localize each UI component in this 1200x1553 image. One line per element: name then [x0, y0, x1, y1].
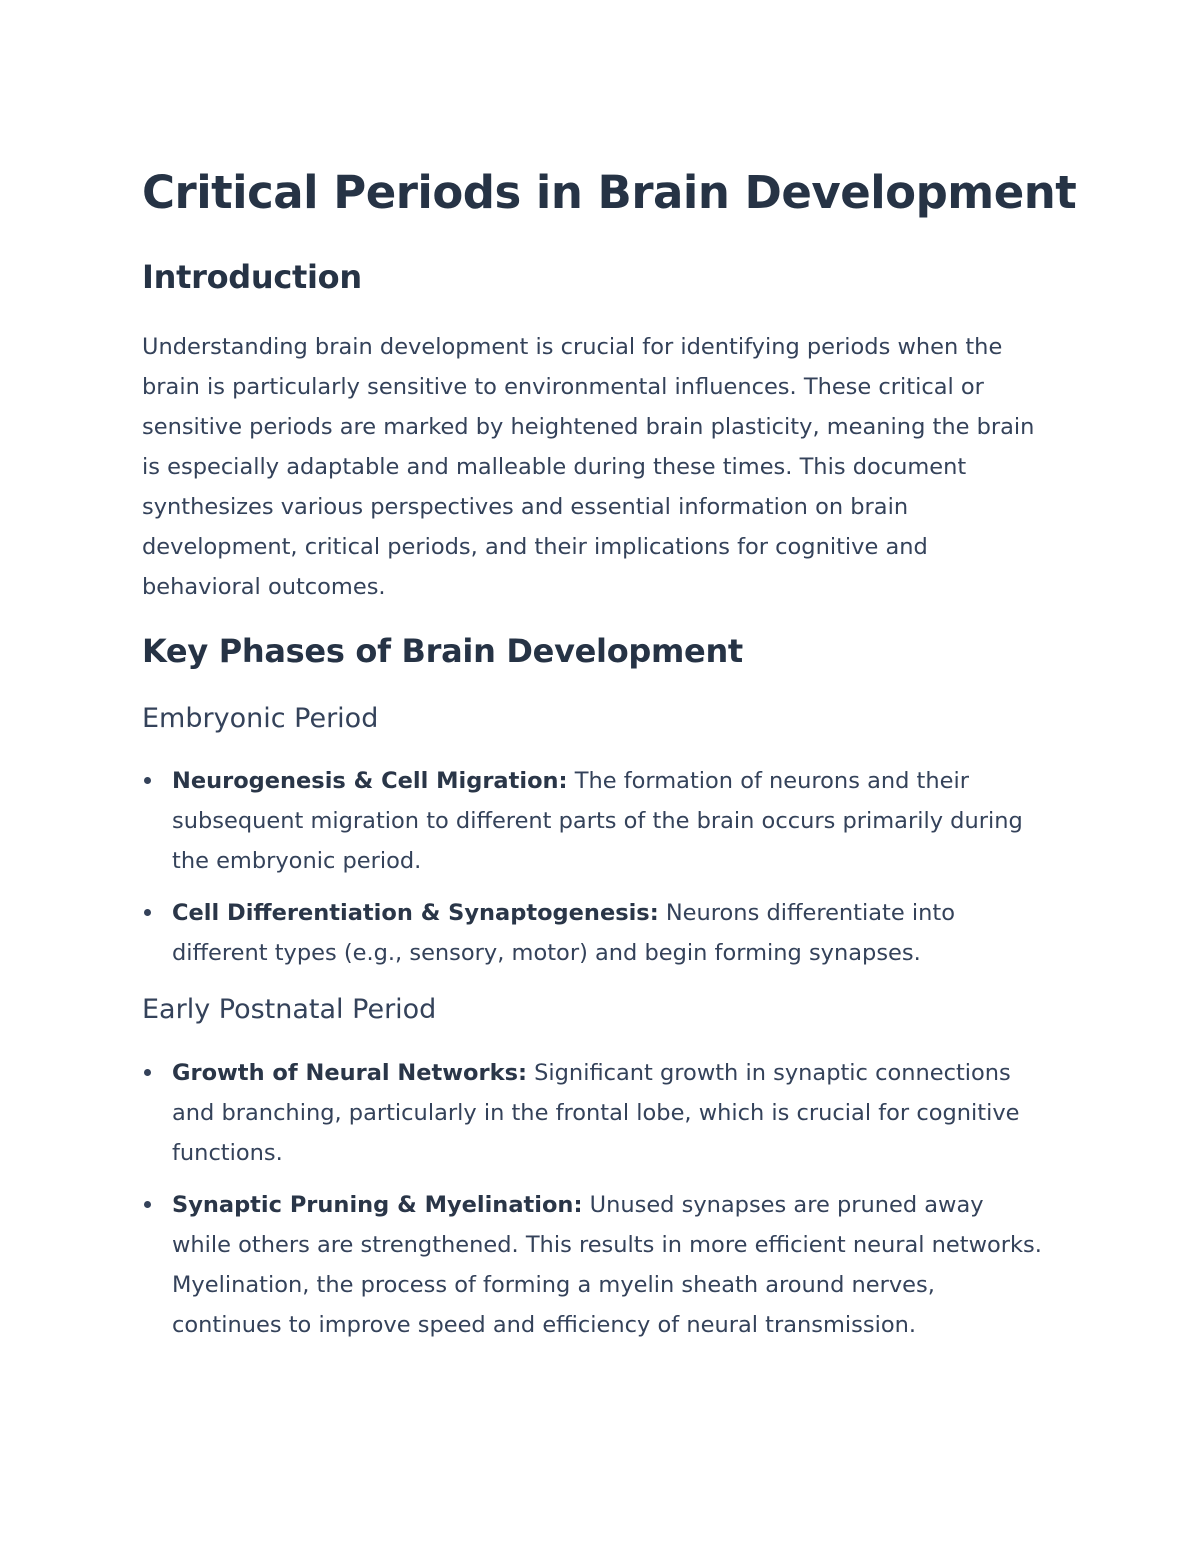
list-item: [142, 761, 1047, 881]
early-postnatal-list: [142, 1053, 1047, 1357]
list-item-term: Cell Differentiation & Synaptogenesis:: [172, 900, 659, 926]
document-title: Critical Periods in Brain Development: [142, 166, 1077, 219]
section-heading-introduction: Introduction: [142, 258, 362, 296]
bullet-icon: [144, 1201, 151, 1208]
subsection-heading-early-postnatal: Early Postnatal Period: [142, 994, 437, 1025]
introduction-paragraph: Understanding brain development is crucial for identifying periods when the brain is particularly sensitive to environmental influences. These critical or sensitive periods are marked by heightened brain plasticity, meaning the brain is especially adaptable and malleable during these times. This document synthesizes various perspectives and essential information on brain development, critical periods, and their implications for cognitive and behavioral outcomes.: [142, 334, 1035, 600]
list-item-text: Significant growth in synaptic connections and branching, particularly in the frontal lobe, which is crucial for cognitive functions.: [172, 1060, 1020, 1166]
list-item-term: Growth of Neural Networks:: [172, 1060, 527, 1086]
embryonic-list: [142, 761, 1047, 985]
bullet-icon: [144, 1069, 151, 1076]
bullet-icon: [144, 909, 151, 916]
bullet-icon: [144, 777, 151, 784]
list-item-text: The formation of neurons and their subsequent migration to different parts of the brain occurs primarily during the embryonic period.: [172, 768, 1023, 874]
list-item: [142, 893, 1047, 973]
subsection-heading-embryonic: Embryonic Period: [142, 703, 379, 734]
list-item: [142, 1185, 1047, 1345]
list-item-text: Unused synapses are pruned away while others are strengthened. This results in more efficient neural networks. Myelination, the process of forming a myelin sheath around nerves, continues to improve speed and efficiency of neural transmission.: [172, 1192, 1042, 1338]
list-item-text: Neurons differentiate into different types (e.g., sensory, motor) and begin forming synapses.: [172, 900, 955, 966]
list-item: [142, 1053, 1047, 1173]
section-heading-key-phases: Key Phases of Brain Development: [142, 632, 743, 670]
list-item-term: Synaptic Pruning & Myelination:: [172, 1192, 583, 1218]
list-item-term: Neurogenesis & Cell Migration:: [172, 768, 568, 794]
